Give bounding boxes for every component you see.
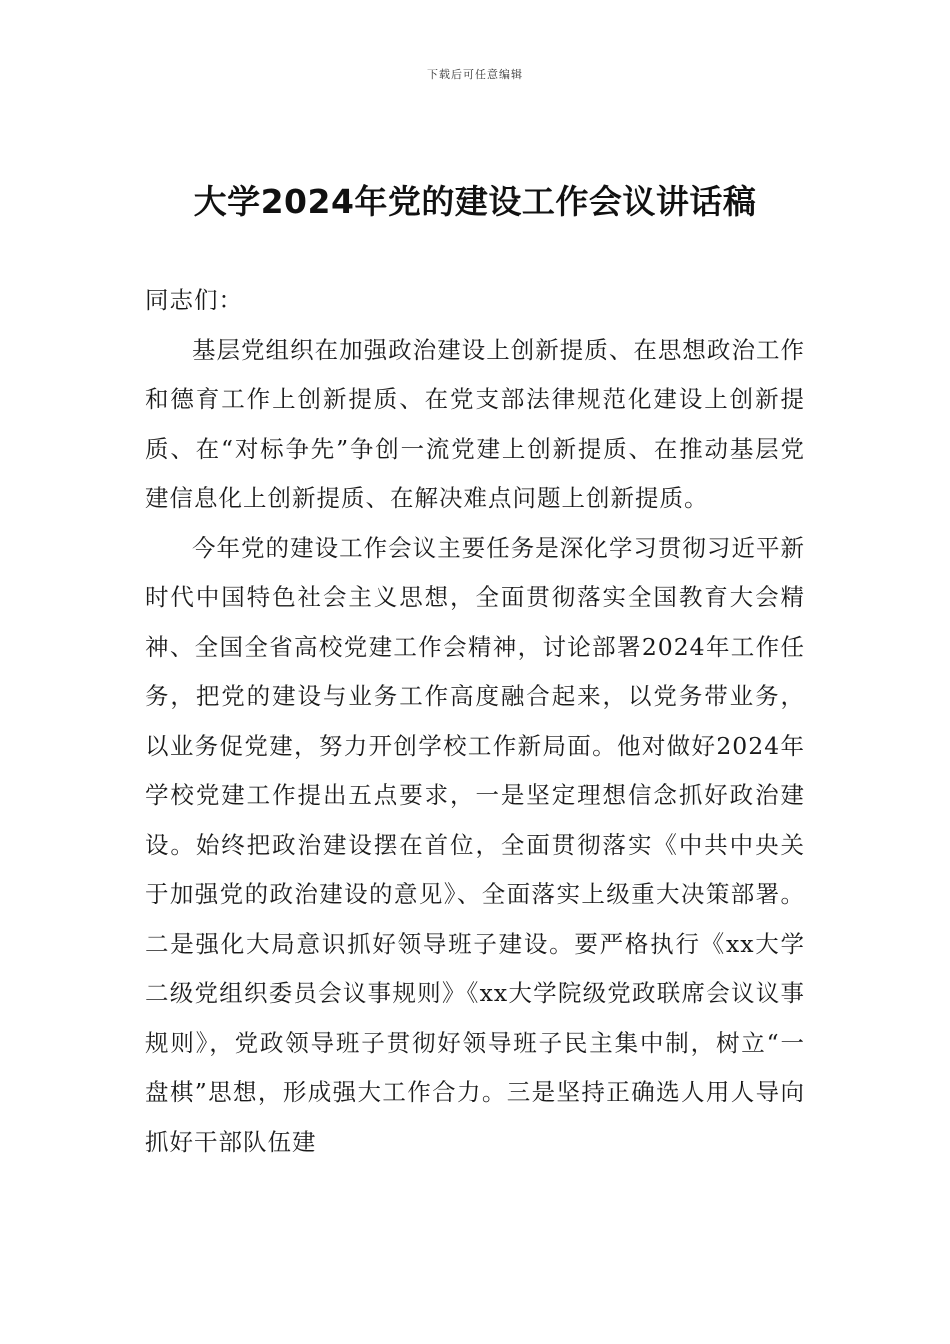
- document-body: [145, 276, 805, 1167]
- paragraph-1: 基层党组织在加强政治建设上创新提质、在思想政治工作和德育工作上创新提质、在党支部法律规范化建设上创新提质、在“对标争先”争创一流党建上创新提质、在推动基层党建信息化上创新提质、在解决难点问题上创新提质。: [145, 335, 805, 512]
- document-title: 大学2024年党的建设工作会议讲话稿: [193, 182, 757, 221]
- paragraph-2: 今年党的建设工作会议主要任务是深化学习贯彻习近平新时代中国特色社会主义思想，全面贯彻落实全国教育大会精神、全国全省高校党建工作会精神，讨论部署2024年工作任务，把党的建设与业务工作高度融合起来，以党务带业务，以业务促党建，努力开创学校工作新局面。他对做好2024年学校党建工作提出五点要求，一是坚定理想信念抓好政治建设。始终把政治建设摆在首位，全面贯彻落实《中共中央关于加强党的政治建设的意见》、全面落实上级重大决策部署。二是强化大局意识抓好领导班子建设。要严格执行《xx大学二级党组织委员会议事规则》《xx大学院级党政联席会议议事规则》，党政领导班子贯彻好领导班子民主集中制，树立“一盘棋”思想，形成强大工作合力。三是坚持正确选人用人导向抓好干部队伍建: [145, 533, 805, 1156]
- page-header-note: 下载后可任意编辑: [427, 68, 523, 81]
- salutation: 同志们：: [145, 286, 243, 314]
